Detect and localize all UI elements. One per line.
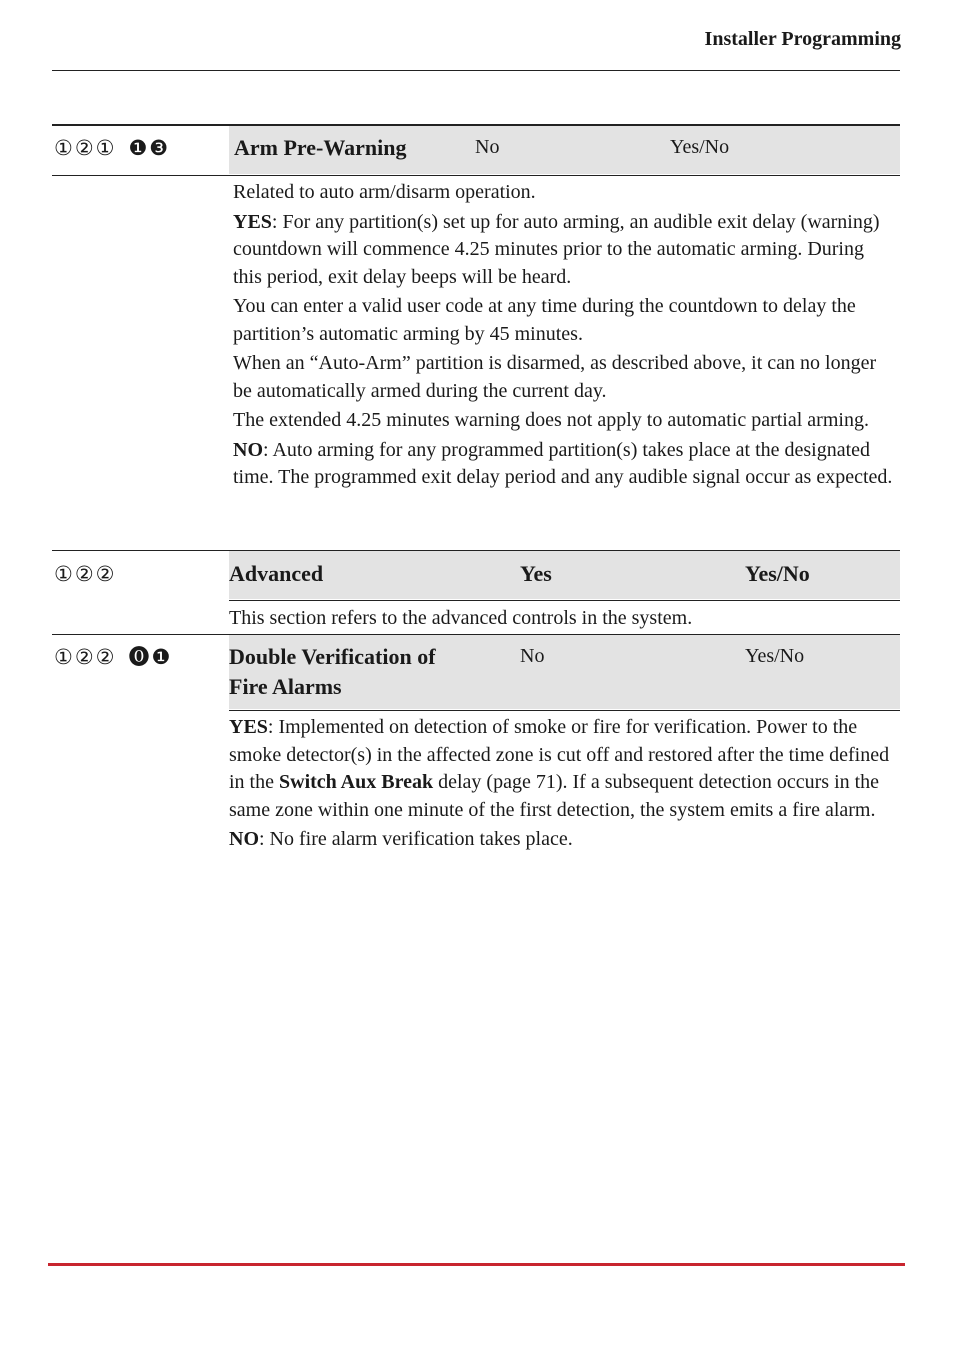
paragraph: NO: No fire alarm verification takes place. bbox=[229, 828, 573, 850]
yes-label: YES bbox=[233, 210, 272, 233]
section-header-rule bbox=[52, 175, 900, 176]
switch-aux-break-term: Switch Aux Break bbox=[279, 771, 434, 793]
header-divider bbox=[52, 70, 900, 71]
default-value: No bbox=[475, 136, 500, 158]
default-value: No bbox=[520, 645, 545, 667]
key-sequence-sub: ❶❸ bbox=[128, 136, 171, 160]
no-label: NO bbox=[233, 438, 263, 461]
section-description bbox=[229, 605, 889, 635]
key-sequence bbox=[54, 647, 172, 668]
section-title: Advanced bbox=[229, 561, 324, 586]
key-sequence-main: ①②① bbox=[54, 136, 117, 160]
paragraph: YES: For any partition(s) set up for auto arming, an audible exit delay (warning) countdown will commence 4.25 minutes prior to the automatic arming. During this period, exit delay beeps will be heard. bbox=[233, 210, 880, 288]
paragraph: The extended 4.25 minutes warning does not apply to automatic partial arming. bbox=[233, 409, 869, 431]
option-values: Yes/No bbox=[745, 645, 805, 667]
paragraph: You can enter a valid user code at any time during the countdown to delay the partition’s automatic arming by 45 minutes. bbox=[233, 295, 856, 345]
footer-divider bbox=[48, 1263, 905, 1266]
no-label: NO bbox=[229, 828, 259, 850]
section-title: Double Verification of Fire Alarms bbox=[229, 644, 436, 699]
key-sequence-main: ①②② bbox=[54, 562, 117, 586]
option-values: Yes/No bbox=[745, 561, 810, 586]
paragraph: This section refers to the advanced controls in the system. bbox=[229, 607, 693, 629]
section-header-rule bbox=[229, 600, 900, 601]
key-sequence-sub: ⓿❶ bbox=[128, 645, 173, 669]
key-sequence-main: ①②② bbox=[54, 645, 117, 669]
section-header-rule bbox=[229, 710, 900, 711]
section-description bbox=[229, 714, 891, 856]
section-description bbox=[233, 179, 893, 494]
key-sequence bbox=[54, 138, 170, 159]
paragraph: NO: Auto arming for any programmed partition(s) takes place at the designated time. The programmed exit delay period and any audible signal occur as expected. bbox=[233, 438, 893, 488]
paragraph: YES: Implemented on detection of smoke or fire for verification. Power to the smoke detector(s) in the affected zone is cut off and restored after the time defined in the Switch Aux Break delay (page 71). If a subsequent detection occurs in the same zone within one minute of the first detection, the system emits a fire alarm. bbox=[229, 716, 890, 821]
key-sequence bbox=[54, 564, 116, 585]
paragraph: When an “Auto-Arm” partition is disarmed, as described above, it can no longer be automatically armed during the current day. bbox=[233, 352, 877, 402]
default-value: Yes bbox=[520, 561, 552, 586]
option-values: Yes/No bbox=[670, 136, 730, 158]
yes-label: YES bbox=[229, 716, 268, 738]
section-title: Arm Pre-Warning bbox=[234, 135, 407, 160]
page-header-title: Installer Programming bbox=[704, 28, 901, 50]
paragraph: Related to auto arm/disarm operation. bbox=[233, 181, 536, 203]
